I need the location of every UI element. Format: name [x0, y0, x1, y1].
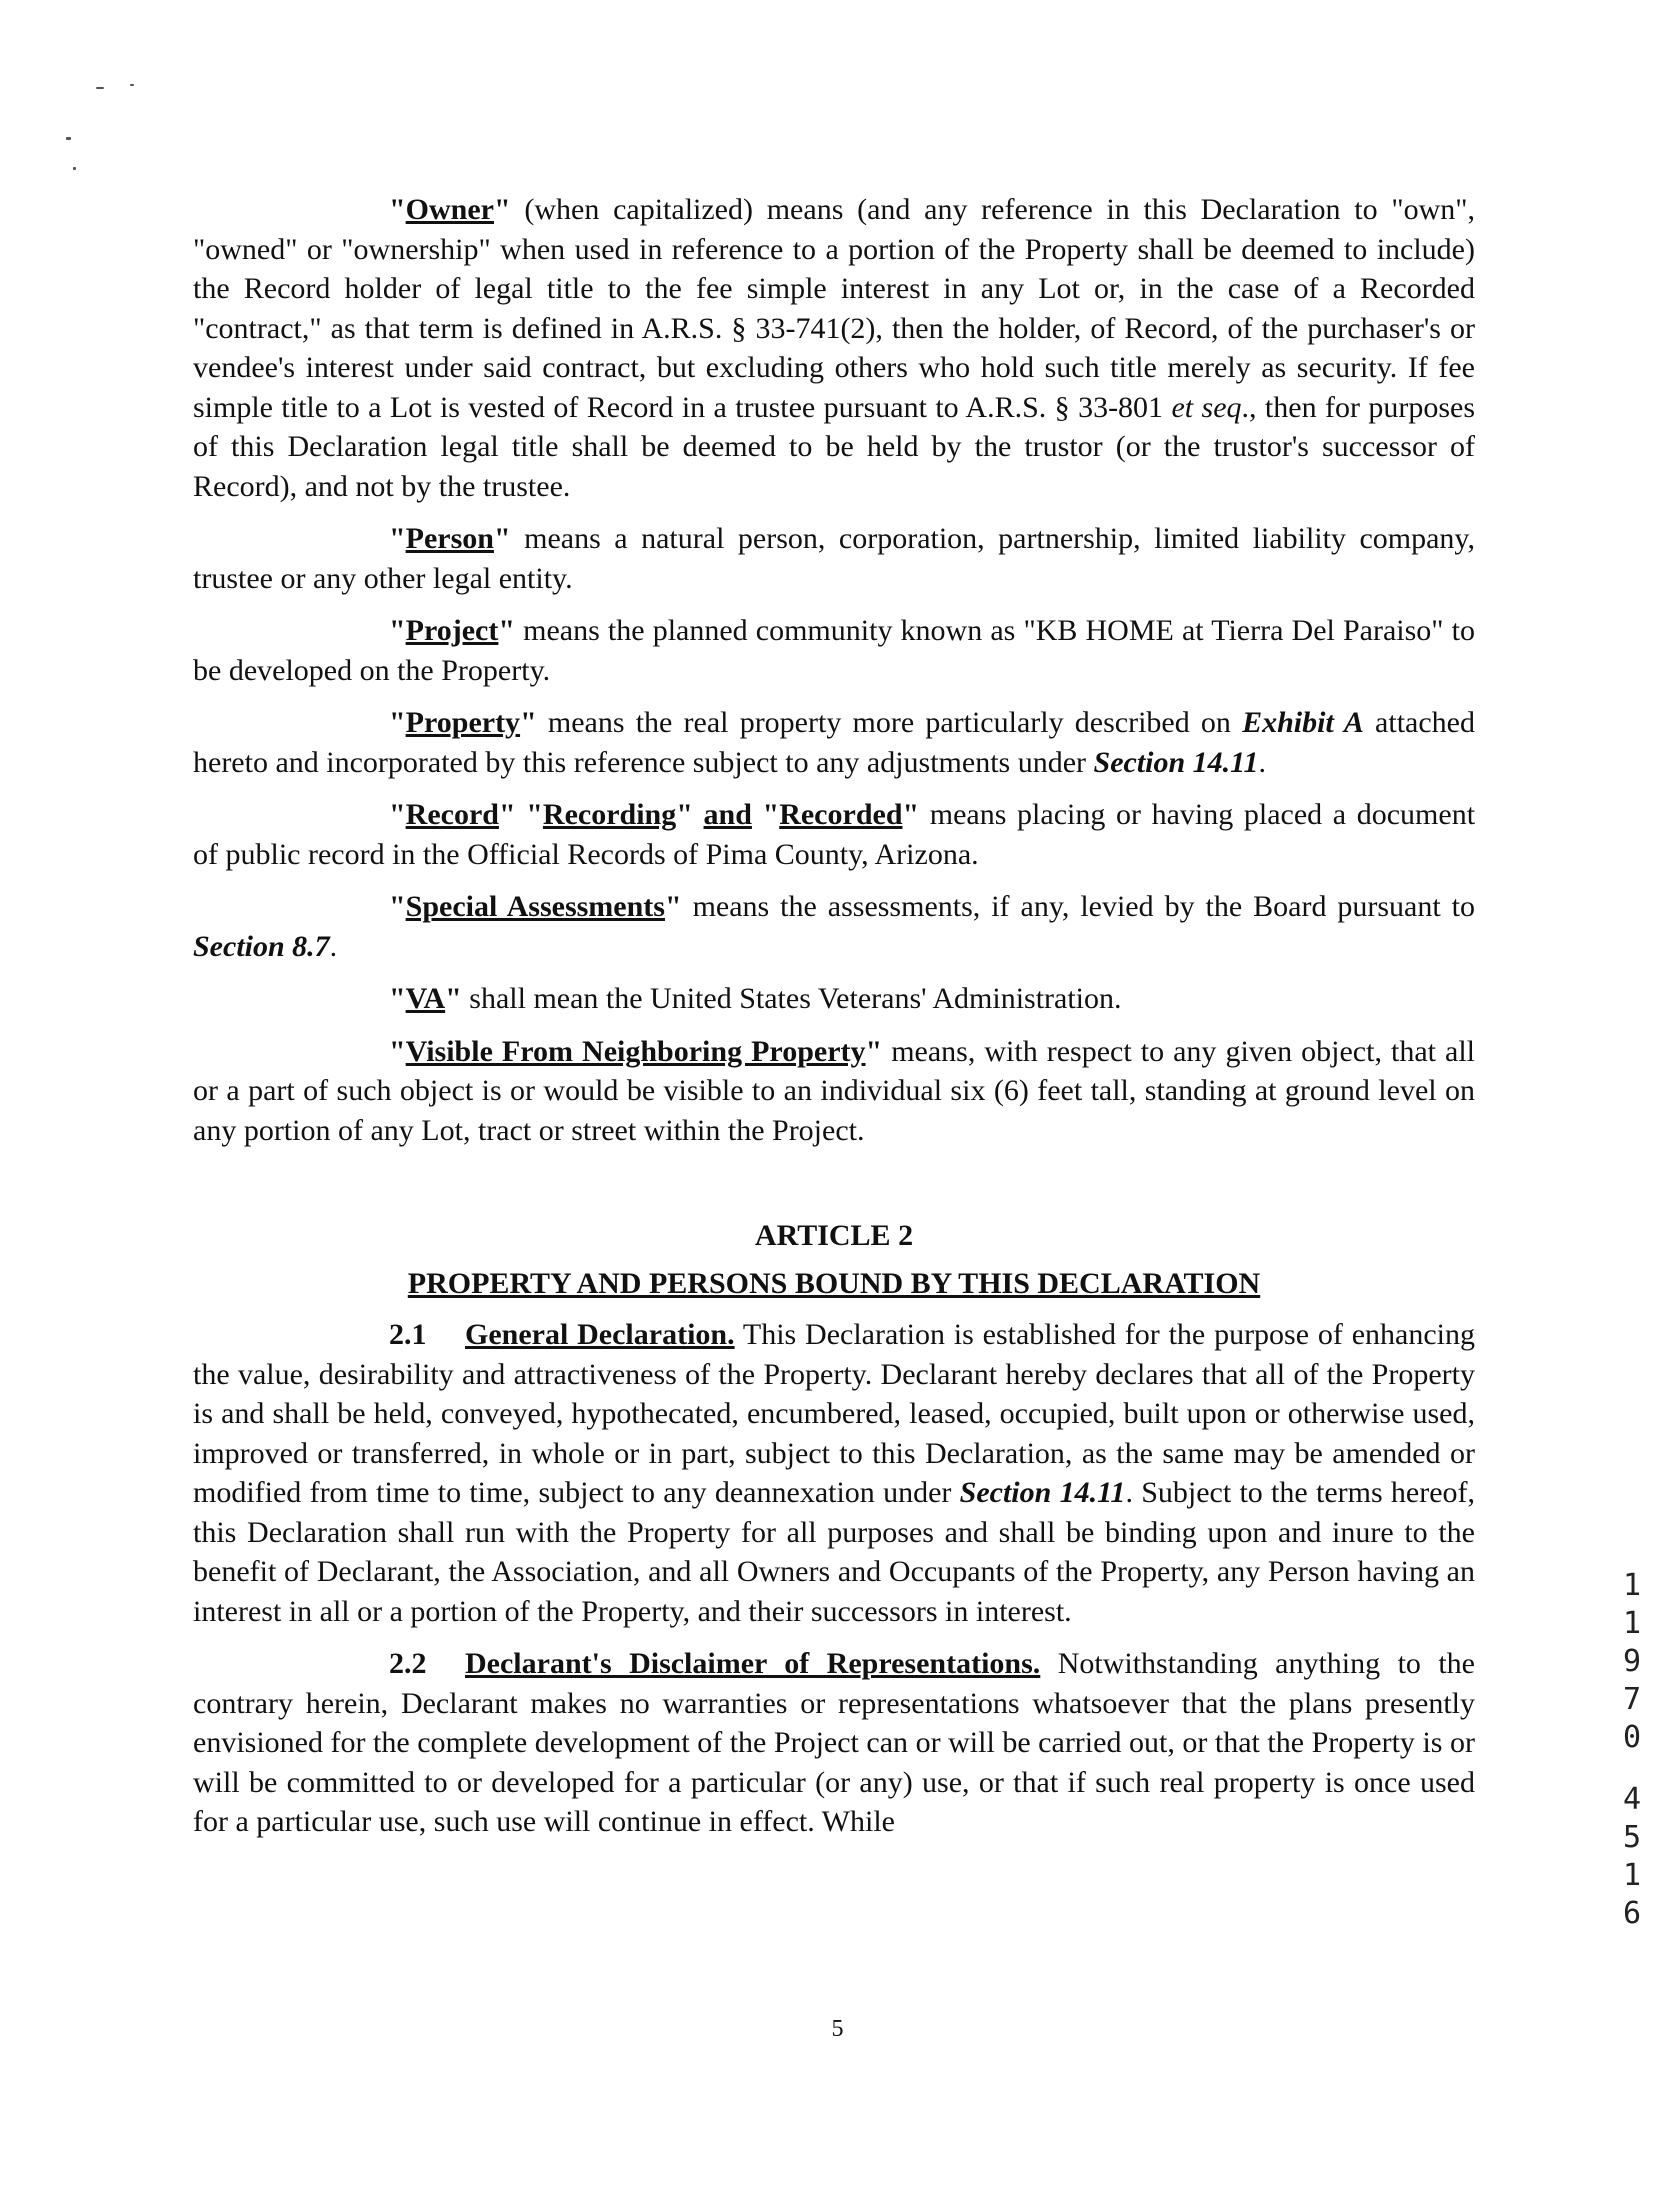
section-number: 2.2	[389, 1647, 427, 1680]
defined-term: "Visible From Neighboring Property"	[389, 1034, 883, 1068]
recording-digit: 9	[1622, 1644, 1642, 1679]
definition-project	[193, 611, 1475, 690]
defined-term: "Record" "Recording" and "Recorded"	[389, 798, 920, 831]
defined-term: "Owner"	[389, 193, 511, 226]
section-2-1	[193, 1315, 1475, 1631]
defined-term: "Property"	[389, 706, 537, 739]
recording-gap	[1612, 1757, 1652, 1781]
definition-text: (when capitalized) means (and any reference in this Declaration to "own", "owned" or "ownership" when used in reference to a portion of the Property shall be deemed to include) the Record holder of legal title to the fee simple interest in any Lot or, in the case of a Recorded "contract," as that term is defined in A.R.S. § 33-741(2), then the holder, of Record, of the purchaser's or vendee's interest under said contract, but excluding others who hold such title merely as security. If fee simple title to a Lot is vested of Record in a trustee pursuant to A.R.S. § 33-801 et seq., then for purposes of this Declaration legal title shall be deemed to be held by the trustor (or the trustor's successor of Record), and not by the trustee.	[193, 193, 1475, 503]
definition-owner	[193, 190, 1475, 506]
defined-term: "Person"	[389, 522, 511, 555]
defined-term: "Special Assessments"	[389, 890, 682, 923]
article-title: PROPERTY AND PERSONS BOUND BY THIS DECLARATION	[407, 1266, 1261, 1300]
recording-digit: 0	[1622, 1720, 1642, 1755]
page-number: 5	[831, 2016, 844, 2042]
recording-digit: 1	[1622, 1568, 1642, 1603]
definition-text: means the assessments, if any, levied by the Board pursuant to Section 8.7.	[193, 890, 1475, 963]
definition-text: means, with respect to any given object, that all or a part of such object is or would be visible to an individual six (6) feet tall, standing at ground level on any portion of any Lot, tract or street within the Project.	[193, 1034, 1475, 1147]
section-text: Notwithstanding anything to the contrary herein, Declarant makes no warranties or representations whatsoever that the plans presently envisioned for the complete development of the Project can or will be carried out, or that the Property is or will be committed to or developed for a particular (or any) use, or that if such real property is once used for a particular use, such use will continue in effect. While	[193, 1647, 1475, 1838]
section-title: General Declaration.	[465, 1318, 735, 1351]
recording-digit: 4	[1622, 1782, 1642, 1817]
recording-digit: 7	[1622, 1682, 1642, 1717]
definition-special-assessments	[193, 887, 1475, 966]
recording-digit: 5	[1622, 1820, 1642, 1855]
definition-text: means placing or having placed a document of public record in the Official Records of Pima County, Arizona.	[193, 798, 1476, 871]
definition-text: means the real property more particularly described on Exhibit A attached hereto and incorporated by this reference subject to any adjustments under Section 14.11.	[193, 706, 1475, 779]
recording-digit: 1	[1622, 1858, 1642, 1893]
definition-person	[193, 519, 1475, 598]
definition-visible-from-neighboring-property	[193, 1032, 1475, 1151]
definition-va	[193, 979, 1475, 1019]
definition-property	[193, 703, 1475, 782]
definition-record	[193, 795, 1475, 874]
scan-speck	[66, 137, 71, 140]
section-number: 2.1	[389, 1318, 427, 1351]
defined-term: "VA"	[389, 982, 462, 1015]
scan-speck	[73, 167, 76, 170]
recording-digit: 6	[1622, 1896, 1642, 1931]
section-title: Declarant's Disclaimer of Representations.	[465, 1647, 1041, 1680]
scan-speck	[96, 87, 104, 89]
definition-text: means the planned community known as "KB HOME at Tierra Del Paraiso" to be developed on the Property.	[193, 614, 1475, 687]
section-text: This Declaration is established for the purpose of enhancing the value, desirability and attractiveness of the Property. Declarant hereby declares that all of the Property is and shall be held, conveyed, hypothecated, encumbered, leased, occupied, built upon or otherwise used, improved or transferred, in whole or in part, subject to this Declaration, as the same may be amended or modified from time to time, subject to any deannexation under Section 14.11. Subject to the terms hereof, this Declaration shall run with the Property for all purposes and shall be binding upon and inure to the benefit of Declarant, the Association, and all Owners and Occupants of the Property, any Person having an interest in all or a portion of the Property, and their successors in interest.	[193, 1318, 1476, 1628]
document-body	[193, 190, 1475, 1855]
definition-text: shall mean the United States Veterans' Administration.	[461, 982, 1122, 1015]
definition-text: means a natural person, corporation, partnership, limited liability company, trustee or any other legal entity.	[193, 522, 1475, 595]
defined-term: "Project"	[389, 614, 516, 647]
scan-speck	[130, 84, 134, 86]
recording-digit: 1	[1622, 1606, 1642, 1641]
section-2-2	[193, 1644, 1475, 1842]
article-number: ARTICLE 2	[754, 1219, 914, 1252]
recording-number	[1612, 1567, 1652, 1933]
